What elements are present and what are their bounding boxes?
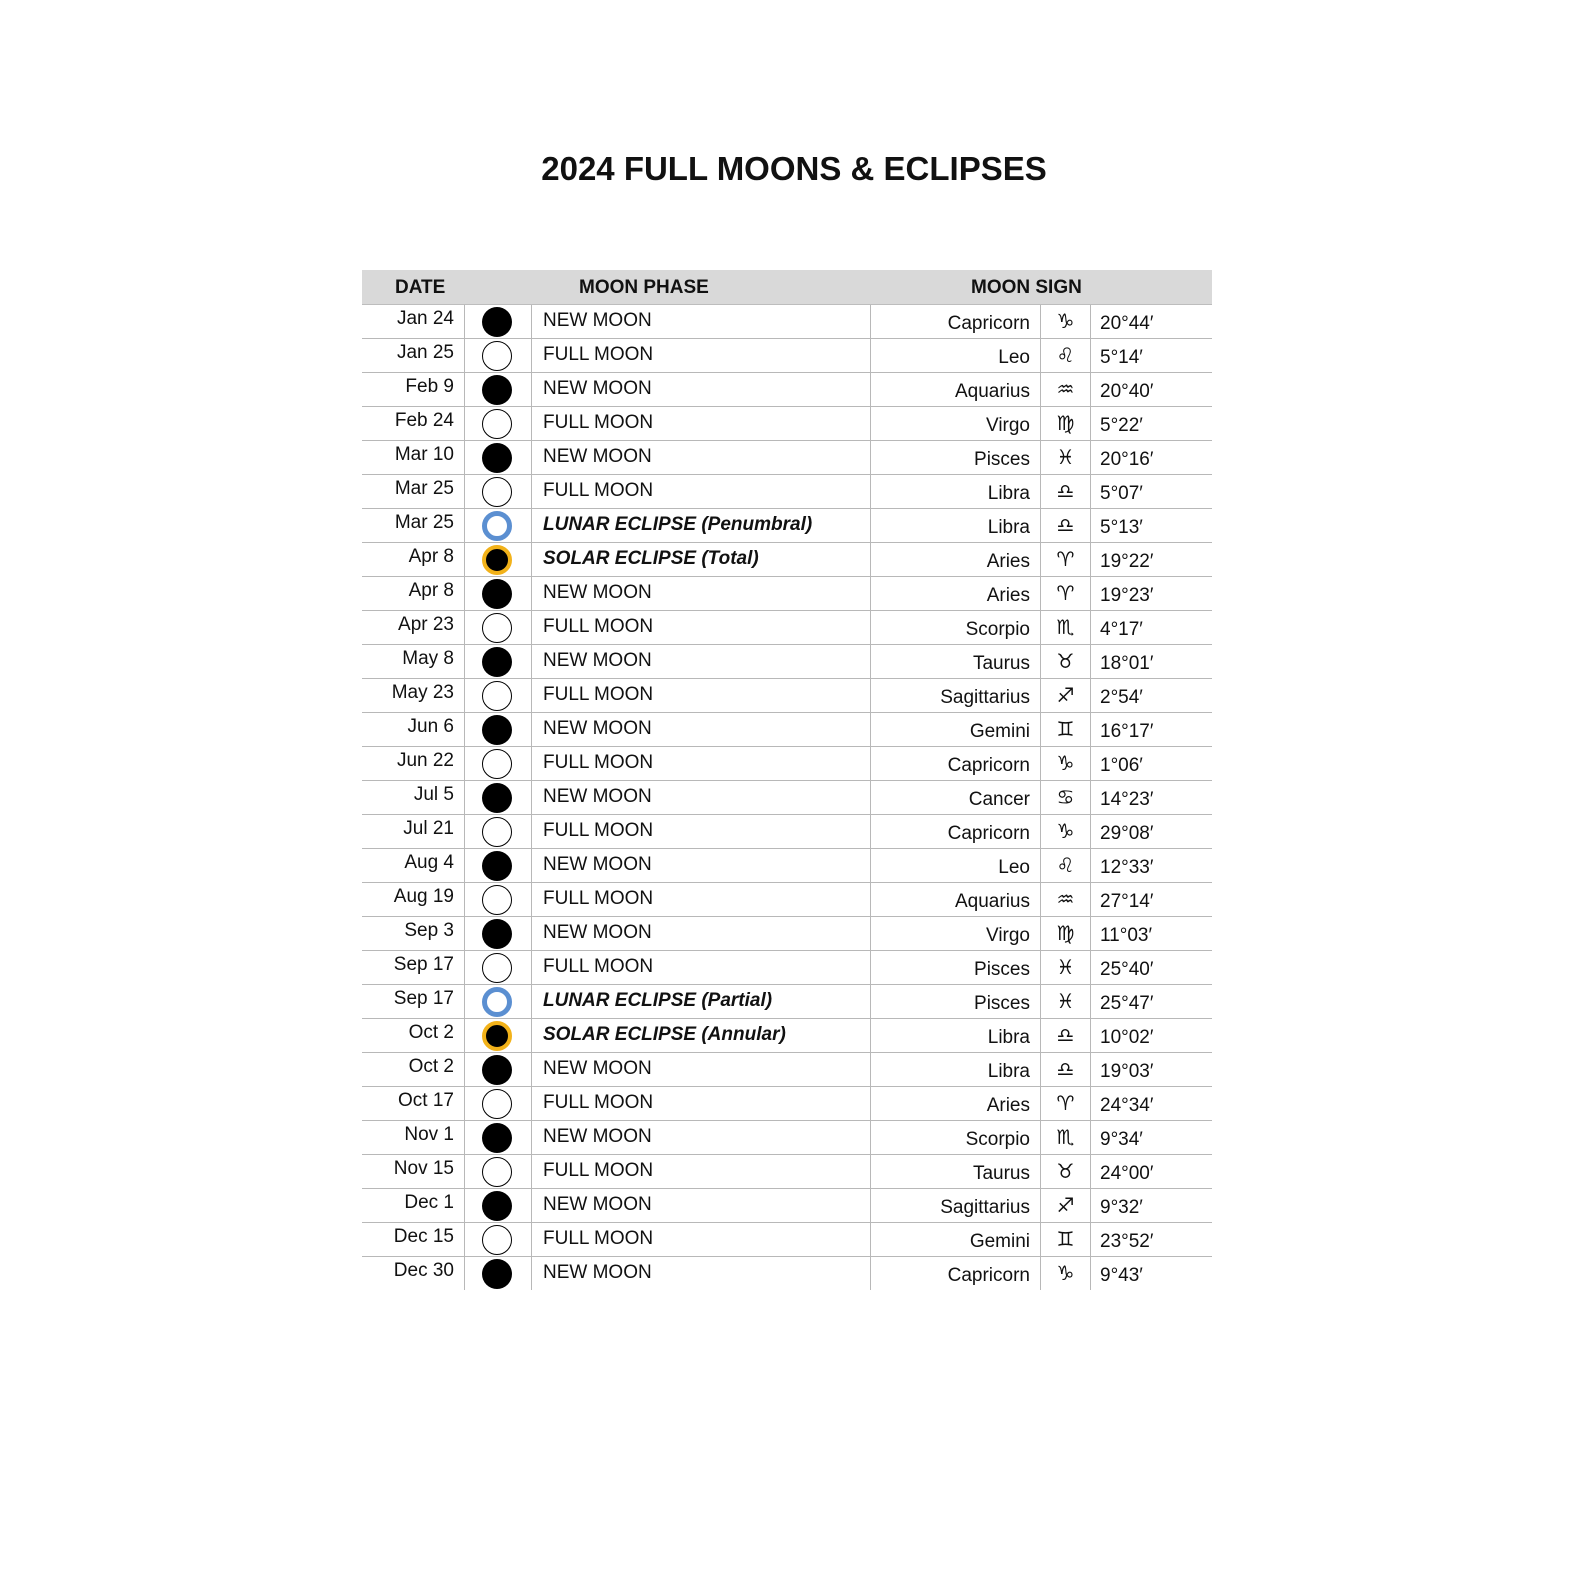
degree-cell: 14°23′ [1100, 789, 1154, 810]
degree-cell: 5°07′ [1100, 483, 1143, 504]
date-cell: Oct 17 [362, 1087, 465, 1120]
moon-sign-cell: Capricorn [871, 815, 1041, 848]
date-cell: Dec 30 [362, 1257, 465, 1290]
degree-cell: 2°54′ [1100, 687, 1143, 708]
date-cell: Mar 25 [362, 509, 465, 542]
new-moon-icon [482, 1123, 512, 1153]
zodiac-glyph-icon: ♎ [1041, 509, 1091, 542]
table-row [362, 883, 1212, 917]
date-cell: Oct 2 [362, 1053, 465, 1086]
date-cell: May 8 [362, 645, 465, 678]
moon-sign-cell: Virgo [871, 917, 1041, 950]
new-moon-icon [482, 1259, 512, 1289]
moon-phase-cell: NEW MOON [532, 849, 871, 882]
degree-cell: 10°02′ [1100, 1027, 1154, 1048]
moon-icon-cell [465, 781, 532, 814]
table-row [362, 951, 1212, 985]
table-row [362, 305, 1212, 339]
new-moon-icon [482, 1055, 512, 1085]
date-cell: Jul 5 [362, 781, 465, 814]
zodiac-glyph-icon: ♒ [1041, 883, 1091, 916]
moon-phase-cell: FULL MOON [532, 611, 871, 644]
moon-sign-cell: Scorpio [871, 1121, 1041, 1154]
zodiac-glyph-icon: ♑ [1041, 1257, 1091, 1290]
moon-phase-cell: LUNAR ECLIPSE (Penumbral) [532, 509, 871, 542]
degree-cell: 9°32′ [1100, 1197, 1143, 1218]
table-row [362, 781, 1212, 815]
zodiac-glyph-icon: ♌ [1041, 849, 1091, 882]
moon-icon-cell [465, 713, 532, 746]
table-row [362, 407, 1212, 441]
table-row [362, 1155, 1212, 1189]
moon-sign-cell: Sagittarius [871, 679, 1041, 712]
moon-phase-cell: NEW MOON [532, 713, 871, 746]
moon-icon-cell [465, 1223, 532, 1256]
moon-sign-cell: Aquarius [871, 373, 1041, 406]
moon-phase-cell: FULL MOON [532, 951, 871, 984]
moon-phase-cell: NEW MOON [532, 441, 871, 474]
degree-cell: 27°14′ [1100, 891, 1154, 912]
zodiac-glyph-icon: ♓ [1041, 441, 1091, 474]
zodiac-glyph-icon: ♐ [1041, 679, 1091, 712]
degree-cell: 19°23′ [1100, 585, 1154, 606]
lunar-eclipse-icon [482, 987, 512, 1017]
moon-phase-cell: NEW MOON [532, 1121, 871, 1154]
moon-icon-cell [465, 815, 532, 848]
moon-sign-cell: Libra [871, 475, 1041, 508]
moon-icon-cell [465, 1053, 532, 1086]
full-moon-icon [482, 341, 512, 371]
moon-phase-cell: SOLAR ECLIPSE (Total) [532, 543, 871, 576]
moon-phase-cell: FULL MOON [532, 407, 871, 440]
date-cell: Aug 19 [362, 883, 465, 916]
moon-sign-cell: Gemini [871, 1223, 1041, 1256]
table-row [362, 1087, 1212, 1121]
degree-cell: 19°03′ [1100, 1061, 1154, 1082]
zodiac-glyph-icon: ♎ [1041, 475, 1091, 508]
moon-icon-cell [465, 1257, 532, 1290]
moon-phase-cell: FULL MOON [532, 339, 871, 372]
date-cell: Jan 24 [362, 305, 465, 338]
moon-phase-cell: NEW MOON [532, 577, 871, 610]
moon-phase-cell: NEW MOON [532, 645, 871, 678]
moon-sign-cell: Aries [871, 543, 1041, 576]
new-moon-icon [482, 919, 512, 949]
moon-icon-cell [465, 951, 532, 984]
new-moon-icon [482, 307, 512, 337]
table-body [362, 305, 1212, 1290]
degree-cell: 25°47′ [1100, 993, 1154, 1014]
date-cell: Feb 9 [362, 373, 465, 406]
moon-icon-cell [465, 883, 532, 916]
zodiac-glyph-icon: ♈ [1041, 577, 1091, 610]
moon-phase-cell: NEW MOON [532, 1053, 871, 1086]
table-row [362, 815, 1212, 849]
table-row [362, 1053, 1212, 1087]
moon-sign-cell: Leo [871, 339, 1041, 372]
page-title: 2024 FULL MOONS & ECLIPSES [541, 150, 1047, 187]
zodiac-glyph-icon: ♉ [1041, 1155, 1091, 1188]
zodiac-glyph-icon: ♓ [1041, 951, 1091, 984]
moon-icon-cell [465, 441, 532, 474]
moon-icon-cell [465, 1189, 532, 1222]
degree-cell: 18°01′ [1100, 653, 1154, 674]
zodiac-glyph-icon: ♒ [1041, 373, 1091, 406]
degree-cell: 24°34′ [1100, 1095, 1154, 1116]
moon-sign-cell: Taurus [871, 645, 1041, 678]
date-cell: Aug 4 [362, 849, 465, 882]
moon-phase-cell: NEW MOON [532, 305, 871, 338]
moon-phase-cell: FULL MOON [532, 1087, 871, 1120]
date-cell: Jun 22 [362, 747, 465, 780]
zodiac-glyph-icon: ♋ [1041, 781, 1091, 814]
date-cell: Sep 17 [362, 951, 465, 984]
moon-icon-cell [465, 679, 532, 712]
full-moon-icon [482, 409, 512, 439]
degree-cell: 11°03′ [1100, 925, 1153, 946]
date-cell: Nov 15 [362, 1155, 465, 1188]
zodiac-glyph-icon: ♑ [1041, 305, 1091, 338]
moon-sign-cell: Aries [871, 577, 1041, 610]
date-cell: May 23 [362, 679, 465, 712]
moon-sign-cell: Libra [871, 509, 1041, 542]
moon-icon-cell [465, 1121, 532, 1154]
full-moon-icon [482, 749, 512, 779]
degree-cell: 20°16′ [1100, 449, 1154, 470]
date-cell: Apr 23 [362, 611, 465, 644]
degree-cell: 23°52′ [1100, 1231, 1154, 1252]
zodiac-glyph-icon: ♊ [1041, 1223, 1091, 1256]
moon-sign-cell: Aquarius [871, 883, 1041, 916]
table-row [362, 917, 1212, 951]
moon-icon-cell [465, 747, 532, 780]
date-cell: Sep 3 [362, 917, 465, 950]
moon-phase-cell: FULL MOON [532, 1223, 871, 1256]
table-row [362, 577, 1212, 611]
moon-icon-cell [465, 1087, 532, 1120]
moon-phase-cell: NEW MOON [532, 373, 871, 406]
new-moon-icon [482, 647, 512, 677]
date-cell: Apr 8 [362, 577, 465, 610]
degree-cell: 5°13′ [1100, 517, 1143, 538]
degree-cell: 25°40′ [1100, 959, 1154, 980]
zodiac-glyph-icon: ♑ [1041, 815, 1091, 848]
moon-icon-cell [465, 1019, 532, 1052]
moon-phase-cell: FULL MOON [532, 883, 871, 916]
zodiac-glyph-icon: ♏ [1041, 611, 1091, 644]
solar-eclipse-icon [482, 545, 512, 575]
new-moon-icon [482, 375, 512, 405]
degree-cell: 16°17′ [1100, 721, 1154, 742]
moon-phase-cell: LUNAR ECLIPSE (Partial) [532, 985, 871, 1018]
table-row [362, 543, 1212, 577]
zodiac-glyph-icon: ♎ [1041, 1019, 1091, 1052]
date-cell: Oct 2 [362, 1019, 465, 1052]
degree-cell: 20°40′ [1100, 381, 1154, 402]
degree-cell: 1°06′ [1100, 755, 1143, 776]
degree-cell: 5°14′ [1100, 347, 1143, 368]
date-cell: Jul 21 [362, 815, 465, 848]
degree-cell: 12°33′ [1100, 857, 1154, 878]
date-cell: Dec 1 [362, 1189, 465, 1222]
moon-icon-cell [465, 305, 532, 338]
lunar-eclipse-icon [482, 511, 512, 541]
zodiac-glyph-icon: ♏ [1041, 1121, 1091, 1154]
zodiac-glyph-icon: ♐ [1041, 1189, 1091, 1222]
new-moon-icon [482, 715, 512, 745]
new-moon-icon [482, 851, 512, 881]
header-moon-phase: MOON PHASE [579, 277, 709, 298]
degree-cell: 19°22′ [1100, 551, 1154, 572]
table-row [362, 611, 1212, 645]
table-row [362, 747, 1212, 781]
moon-icon-cell [465, 577, 532, 610]
new-moon-icon [482, 1191, 512, 1221]
date-cell: Dec 15 [362, 1223, 465, 1256]
zodiac-glyph-icon: ♓ [1041, 985, 1091, 1018]
zodiac-glyph-icon: ♌ [1041, 339, 1091, 372]
header-date: DATE [395, 277, 446, 298]
table-row [362, 509, 1212, 543]
moon-phase-cell: FULL MOON [532, 815, 871, 848]
full-moon-icon [482, 885, 512, 915]
table-row [362, 1257, 1212, 1290]
table-row [362, 679, 1212, 713]
moon-sign-cell: Pisces [871, 951, 1041, 984]
zodiac-glyph-icon: ♈ [1041, 543, 1091, 576]
zodiac-glyph-icon: ♍ [1041, 407, 1091, 440]
moon-icon-cell [465, 373, 532, 406]
degree-cell: 24°00′ [1100, 1163, 1154, 1184]
date-cell: Mar 25 [362, 475, 465, 508]
table-row [362, 645, 1212, 679]
moon-sign-cell: Libra [871, 1019, 1041, 1052]
degree-cell: 5°22′ [1100, 415, 1143, 436]
moon-sign-cell: Pisces [871, 441, 1041, 474]
moon-icon-cell [465, 509, 532, 542]
moon-sign-cell: Virgo [871, 407, 1041, 440]
moon-phase-cell: FULL MOON [532, 475, 871, 508]
moon-sign-cell: Pisces [871, 985, 1041, 1018]
moon-icon-cell [465, 985, 532, 1018]
date-cell: Nov 1 [362, 1121, 465, 1154]
moon-phase-cell: NEW MOON [532, 1257, 871, 1290]
zodiac-glyph-icon: ♈ [1041, 1087, 1091, 1120]
moon-table [362, 270, 1212, 1290]
moon-sign-cell: Capricorn [871, 1257, 1041, 1290]
date-cell: Apr 8 [362, 543, 465, 576]
date-cell: Feb 24 [362, 407, 465, 440]
new-moon-icon [482, 783, 512, 813]
date-cell: Mar 10 [362, 441, 465, 474]
moon-sign-cell: Taurus [871, 1155, 1041, 1188]
moon-icon-cell [465, 407, 532, 440]
degree-cell: 4°17′ [1100, 619, 1143, 640]
moon-icon-cell [465, 1155, 532, 1188]
full-moon-icon [482, 613, 512, 643]
solar-eclipse-icon [482, 1021, 512, 1051]
moon-icon-cell [465, 475, 532, 508]
full-moon-icon [482, 817, 512, 847]
moon-sign-cell: Scorpio [871, 611, 1041, 644]
moon-icon-cell [465, 849, 532, 882]
header-moon-sign: MOON SIGN [971, 277, 1082, 298]
table-row [362, 1189, 1212, 1223]
moon-icon-cell [465, 339, 532, 372]
full-moon-icon [482, 477, 512, 507]
degree-cell: 29°08′ [1100, 823, 1154, 844]
full-moon-icon [482, 1225, 512, 1255]
moon-sign-cell: Gemini [871, 713, 1041, 746]
moon-icon-cell [465, 917, 532, 950]
moon-phase-cell: FULL MOON [532, 1155, 871, 1188]
table-row [362, 849, 1212, 883]
moon-sign-cell: Sagittarius [871, 1189, 1041, 1222]
moon-phase-cell: FULL MOON [532, 679, 871, 712]
zodiac-glyph-icon: ♍ [1041, 917, 1091, 950]
table-row [362, 475, 1212, 509]
moon-phase-cell: NEW MOON [532, 917, 871, 950]
new-moon-icon [482, 443, 512, 473]
full-moon-icon [482, 1089, 512, 1119]
table-row [362, 441, 1212, 475]
table-row [362, 1121, 1212, 1155]
table-header [362, 270, 1212, 305]
zodiac-glyph-icon: ♊ [1041, 713, 1091, 746]
table-row [362, 1223, 1212, 1257]
date-cell: Jan 25 [362, 339, 465, 372]
table-row [362, 373, 1212, 407]
table-row [362, 1019, 1212, 1053]
moon-sign-cell: Libra [871, 1053, 1041, 1086]
moon-sign-cell: Capricorn [871, 305, 1041, 338]
full-moon-icon [482, 953, 512, 983]
moon-phase-cell: NEW MOON [532, 781, 871, 814]
full-moon-icon [482, 1157, 512, 1187]
zodiac-glyph-icon: ♎ [1041, 1053, 1091, 1086]
moon-sign-cell: Cancer [871, 781, 1041, 814]
new-moon-icon [482, 579, 512, 609]
moon-sign-cell: Aries [871, 1087, 1041, 1120]
degree-cell: 9°43′ [1100, 1265, 1143, 1286]
table-row [362, 985, 1212, 1019]
moon-phase-cell: SOLAR ECLIPSE (Annular) [532, 1019, 871, 1052]
degree-cell: 20°44′ [1100, 313, 1154, 334]
moon-icon-cell [465, 645, 532, 678]
moon-sign-cell: Capricorn [871, 747, 1041, 780]
date-cell: Jun 6 [362, 713, 465, 746]
moon-icon-cell [465, 611, 532, 644]
moon-phase-cell: NEW MOON [532, 1189, 871, 1222]
moon-sign-cell: Leo [871, 849, 1041, 882]
table-row [362, 713, 1212, 747]
date-cell: Sep 17 [362, 985, 465, 1018]
zodiac-glyph-icon: ♑ [1041, 747, 1091, 780]
moon-icon-cell [465, 543, 532, 576]
zodiac-glyph-icon: ♉ [1041, 645, 1091, 678]
degree-cell: 9°34′ [1100, 1129, 1143, 1150]
moon-phase-cell: FULL MOON [532, 747, 871, 780]
full-moon-icon [482, 681, 512, 711]
table-row [362, 339, 1212, 373]
